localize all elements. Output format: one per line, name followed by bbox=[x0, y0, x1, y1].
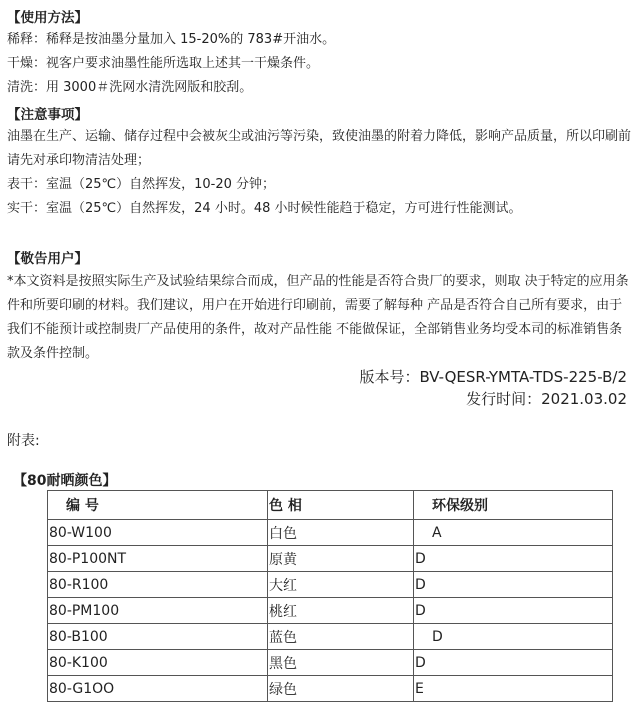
cell-grade: D bbox=[414, 546, 613, 572]
notes-surface-dry: 表干：室温（25℃）自然挥发，10-20 分钟； bbox=[7, 177, 276, 192]
cell-hue: 原黄 bbox=[268, 546, 414, 572]
cell-hue: 白色 bbox=[268, 520, 414, 546]
usage-clean: 清洗：用 3000＃洗网水清洗网版和胶刮。 bbox=[7, 80, 253, 95]
issue-date: 发行时间：2021.03.02 bbox=[466, 390, 627, 408]
usage-dry: 干燥：视客户要求油墨性能所选取上述其一干燥条件。 bbox=[7, 56, 320, 71]
cell-grade: D bbox=[414, 598, 613, 624]
table-row bbox=[48, 676, 613, 702]
header-eco-grade: 环保级别 bbox=[414, 491, 613, 520]
notes-full-dry: 实干：室温（25℃）自然挥发，24 小时。48 小时候性能趋于稳定，方可进行性能测试。 bbox=[7, 201, 522, 216]
cell-hue: 黑色 bbox=[268, 650, 414, 676]
notice-heading: 【敬告用户】 bbox=[7, 251, 88, 267]
cell-code: 80-R100 bbox=[48, 572, 268, 598]
notes-heading: 【注意事项】 bbox=[7, 107, 88, 123]
table-row bbox=[48, 650, 613, 676]
cell-grade: E bbox=[414, 676, 613, 702]
header-hue: 色 相 bbox=[268, 491, 414, 520]
color-table bbox=[47, 490, 613, 702]
cell-code: 80-P100NT bbox=[48, 546, 268, 572]
notice-paragraph: *本文资料是按照实际生产及试验结果综合而成，但产品的性能是否符合贵厂的要求，则取 决于特定的应用条件和所要印刷的材料。我们建议，用户在开始进行印刷前，需要了解每种 产品是否符合自己所有要求，由于我们不能预计或控制贵厂产品使用的条件，故对产品性能 不能做保证，全部销售业务均受本司的标准销售条款及条件控制。 bbox=[7, 274, 629, 361]
cell-code: 80-W100 bbox=[48, 520, 268, 546]
table-row bbox=[48, 598, 613, 624]
appendix-label: 附表: bbox=[7, 433, 40, 449]
usage-dilute: 稀释：稀释是按油墨分量加入 15-20%的 783#开油水。 bbox=[7, 32, 336, 47]
notes-paragraph: 油墨在生产、运输、储存过程中会被灰尘或油污等污染，致使油墨的附着力降低，影响产品质量，所以印刷前请先对承印物清洁处理； bbox=[7, 129, 632, 168]
table-row bbox=[48, 546, 613, 572]
cell-hue: 蓝色 bbox=[268, 624, 414, 650]
usage-heading: 【使用方法】 bbox=[7, 10, 88, 26]
cell-hue: 桃红 bbox=[268, 598, 414, 624]
cell-code: 80-B100 bbox=[48, 624, 268, 650]
cell-grade: D bbox=[414, 650, 613, 676]
cell-grade: D bbox=[414, 572, 613, 598]
table-row bbox=[48, 520, 613, 546]
cell-hue: 大红 bbox=[268, 572, 414, 598]
table-header-row bbox=[48, 491, 613, 520]
cell-grade: A bbox=[414, 520, 613, 546]
header-code: 编 号 bbox=[48, 491, 268, 520]
cell-code: 80-G1OO bbox=[48, 676, 268, 702]
cell-grade: D bbox=[414, 624, 613, 650]
table-row bbox=[48, 572, 613, 598]
cell-code: 80-K100 bbox=[48, 650, 268, 676]
cell-code: 80-PM100 bbox=[48, 598, 268, 624]
version-number: 版本号：BV-QESR-YMTA-TDS-225-B/2 bbox=[359, 368, 627, 386]
cell-hue: 绿色 bbox=[268, 676, 414, 702]
table-row bbox=[48, 624, 613, 650]
table-title: 【80耐晒颜色】 bbox=[13, 473, 117, 489]
